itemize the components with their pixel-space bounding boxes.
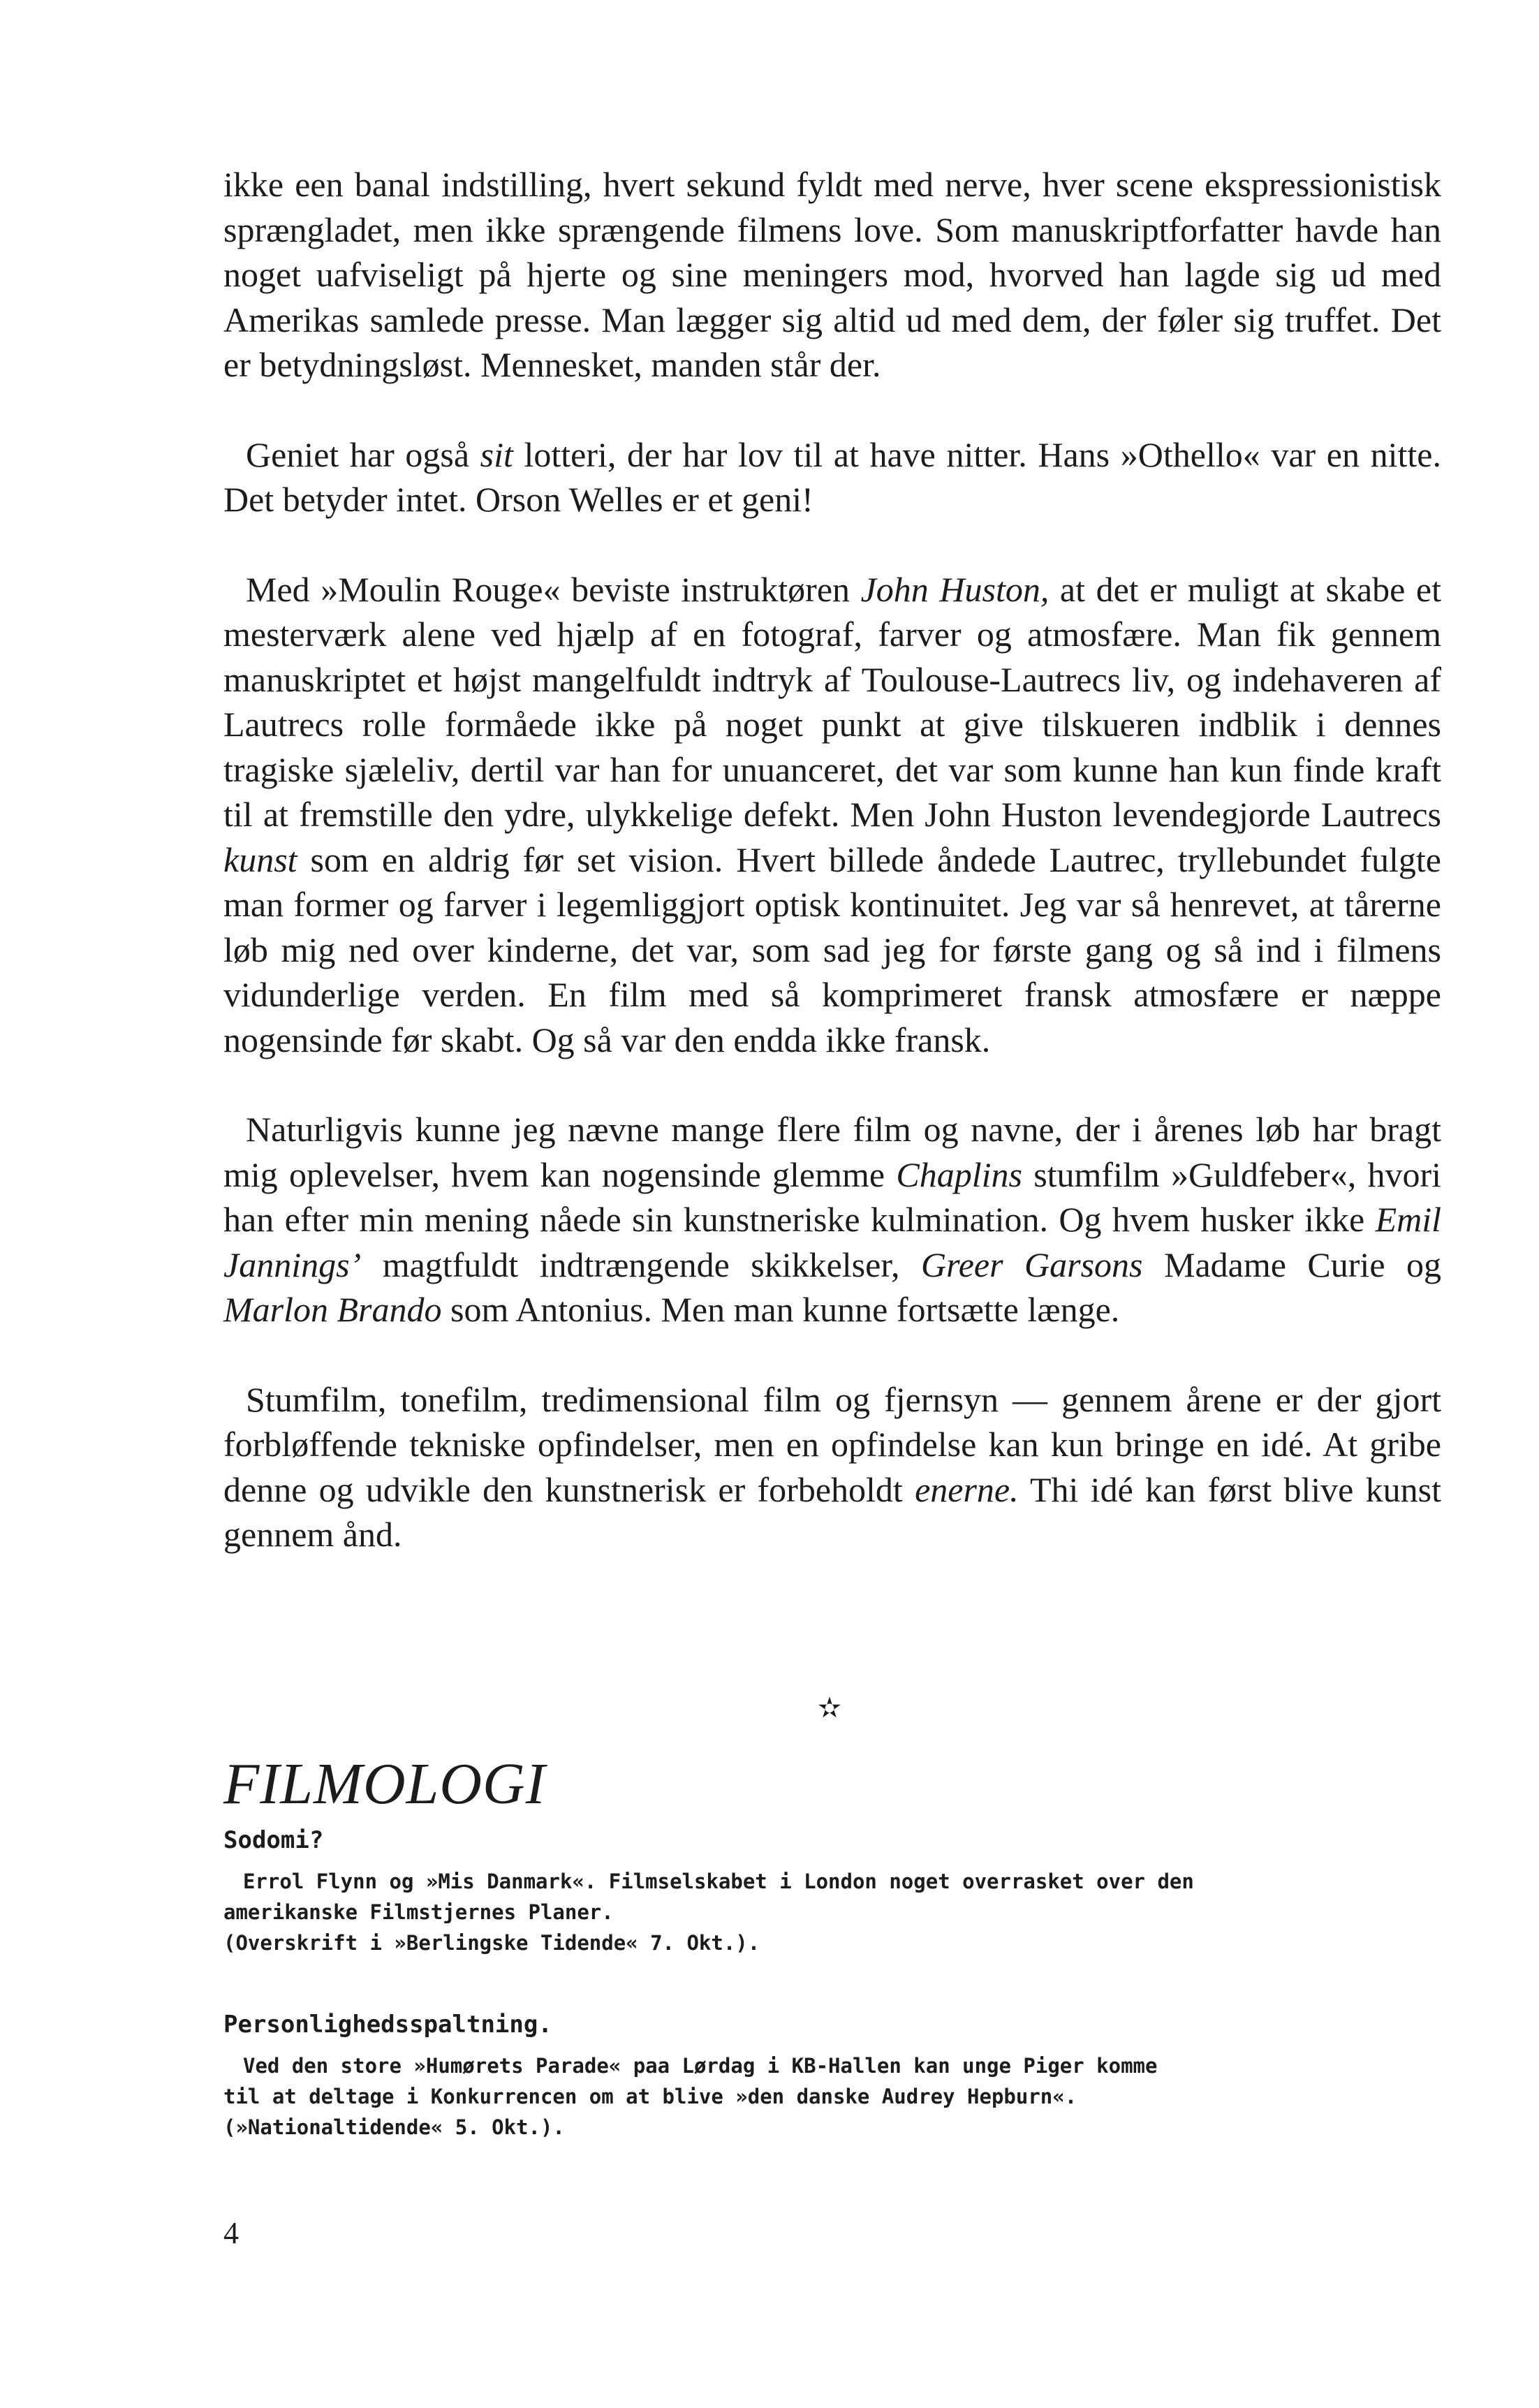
paragraph — [223, 162, 1441, 388]
filmologi-entry — [223, 1823, 1441, 1958]
italic-text: Marlon Brando — [223, 1290, 442, 1329]
paragraph — [223, 1107, 1441, 1333]
quote-line: Ved den store »Humørets Parade« paa Lørdag i KB-Hallen kan unge Piger komme — [243, 2054, 1158, 2078]
text-run: at det er muligt at skabe et mesterværk alene ved hjælp af en fotograf, farver og atmosfære. Man fik gennem manuskriptet et højst mangelfuldt indtryk af Toulouse-Lautrecs liv, og indehaveren af Lautrecs rolle formåede ikke på noget punkt at give tilskueren indblik i dennes tragiske sjæleliv, dertil var han for unuanceret, det var som kunne han kun finde kraft til at fremstille den ydre, ulykkelige defekt. Men John Huston levendegjorde Lautrecs — [223, 569, 1442, 834]
star-ornament-icon: ✫ — [818, 1692, 841, 1724]
paragraph — [223, 567, 1441, 1063]
paragraph — [223, 432, 1441, 522]
text-run: som en aldrig før set vision. Hvert billede åndede Lautrec, tryllebundet fulgte man former og farver i legemliggjort optisk kontinuitet. Jeg var så henrevet, at tårerne løb mig ned over kinderne, det var, som sad jeg for første gang og så ind i filmens vidunderlige verden. En film med så komprimeret fransk atmosfære er næppe nogensinde før skabt. Og så var den endda ikke fransk. — [223, 839, 1441, 1059]
italic-text: sit — [480, 434, 513, 474]
text-run: lotteri, der har lov til at have nitter. Hans »Othello« var en nitte. Det betyder intet. Orson Welles er et geni! — [223, 434, 1441, 519]
text-run: stumfilm »Guldfeber«, hvori han efter min mening nåede sin kunstneriske kulmination. Og hvem husker ikke — [223, 1154, 1441, 1239]
entry-heading: Personlighedsspaltning. — [223, 2011, 552, 2039]
italic-text: Greer Garsons — [920, 1245, 1143, 1284]
section-title: FILMOLOGI — [223, 1752, 546, 1816]
paragraph — [223, 1377, 1441, 1557]
essay-body — [223, 162, 1441, 1602]
italic-text: John Huston, — [860, 569, 1050, 609]
quote-line: til at deltage i Konkurrencen om at blive »den danske Audrey Hepburn«. — [223, 2085, 1077, 2108]
text-run: som Antonius. Men man kunne fortsætte længe. — [441, 1290, 1120, 1329]
quote-line: Errol Flynn og »Mis Danmark«. Filmselskabet i London noget overrasket over den — [243, 1870, 1194, 1893]
quote-line: (Overskrift i »Berlingske Tidende« 7. Okt.). — [223, 1931, 760, 1955]
text-run: Naturligvis kunne jeg nævne mange flere film og navne, der i årenes løb har bragt mig oplevelser, hvem kan nogensinde glemme — [223, 1110, 1441, 1194]
italic-text: enerne. — [915, 1469, 1019, 1509]
entry-heading: Sodomi? — [223, 1826, 324, 1854]
entry-quote — [223, 2050, 1441, 2143]
text-run: Thi idé kan først blive kunst gennem ånd. — [223, 1469, 1441, 1554]
text-run: Med »Moulin Rouge« beviste instruktøren — [246, 569, 861, 609]
italic-text: Chaplins — [896, 1154, 1022, 1194]
entry-quote — [223, 1866, 1441, 1958]
filmologi-entry — [223, 2007, 1441, 2143]
page-number: 4 — [223, 2216, 239, 2250]
text-run: ikke een banal indstilling, hvert sekund fyldt med nerve, hver scene ekspressionistisk sprængladet, men ikke sprængende filmens love. Som manuskriptforfatter havde han noget uafviseligt på hjerte og sine meningers mod, hvorved han lagde sig ud med Amerikas samlede presse. Man lægger sig altid ud med dem, der føler sig truffet. Det er betydningsløst. Mennesket, manden står der. — [223, 165, 1441, 384]
text-run: Geniet har også — [246, 434, 480, 474]
text-run: Madame Curie og — [1142, 1245, 1441, 1284]
text-run: Stumfilm, tonefilm, tredimensional film og fjernsyn — gennem årene er der gjort forbløffende tekniske opfindelser, men en opfindelse kan kun bringe en idé. At gribe denne og udvikle den kunstnerisk er forbeholdt — [223, 1379, 1441, 1509]
quote-line: amerikanske Filmstjernes Planer. — [223, 1900, 614, 1924]
italic-text: kunst — [223, 839, 297, 879]
quote-line: (»Nationaltidende« 5. Okt.). — [223, 2115, 565, 2139]
text-run: magtfuldt indtrængende skikkelser, — [361, 1245, 921, 1284]
italic-text: Emil Jannings’ — [223, 1200, 1441, 1284]
